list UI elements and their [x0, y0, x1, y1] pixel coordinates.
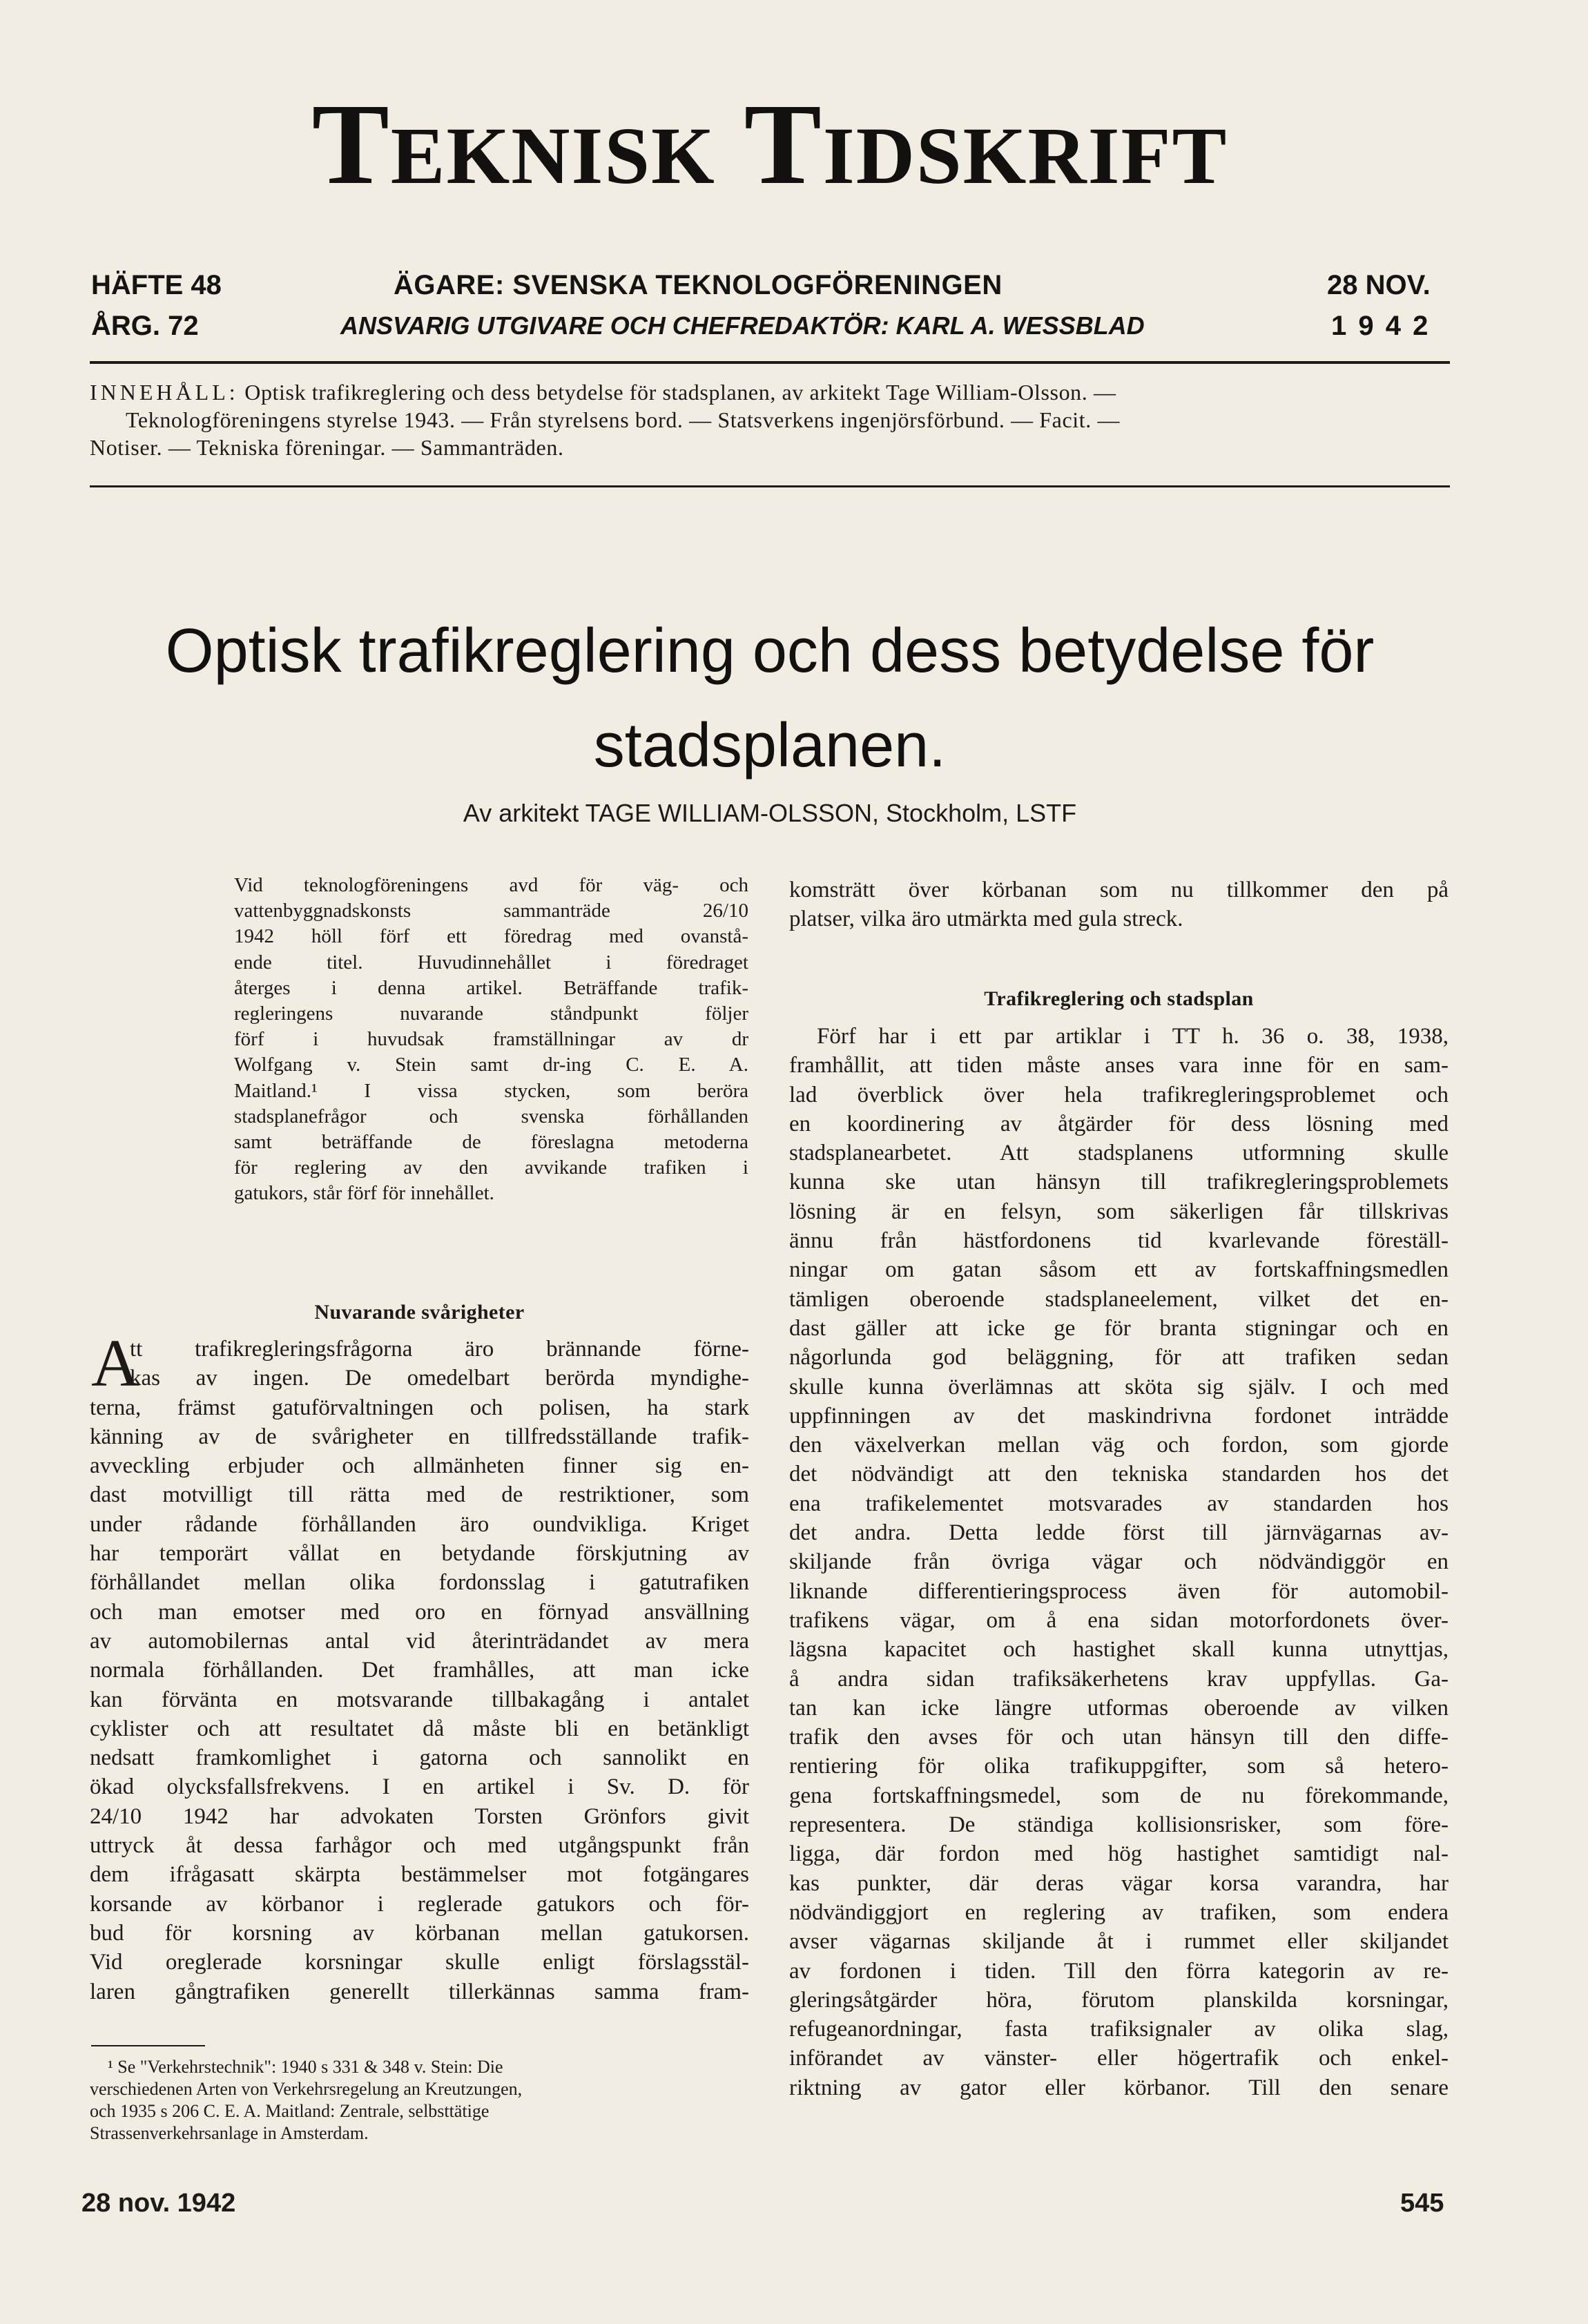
body-line: refugeanordningar, fasta trafiksignaler av olika slag, — [789, 2017, 1449, 2042]
toc-line-3: Notiser. — Tekniska föreningar. — Sammanträden. — [90, 435, 564, 460]
body-line: det andra. Detta ledde först till järnvägarnas av- — [789, 1520, 1449, 1546]
body-line: normala förhållanden. Det framhålles, att man icke — [90, 1658, 749, 1683]
intro-line: Wolfgang v. Stein samt dr-ing C. E. A. — [234, 1054, 748, 1076]
table-of-contents — [90, 378, 1450, 461]
body-line: uppfinningen av det maskindrivna fordonet inträdde — [789, 1403, 1449, 1429]
body-line: riktning av gator eller körbanor. Till den senare — [789, 2075, 1449, 2100]
volume-number: ÅRG. 72 — [91, 311, 199, 341]
issue-date: 28 NOV. — [1327, 270, 1431, 300]
right-column-body — [789, 1022, 1449, 2102]
body-line: 24/10 1942 har advokaten Torsten Grönfors givit — [90, 1803, 749, 1829]
body-line: representera. De ständiga kollisionsrisker, som före- — [789, 1812, 1449, 1838]
drop-cap: A — [91, 1326, 140, 1401]
owner-line: ÄGARE: SVENSKA TEKNOLOGFÖRENINGEN — [394, 270, 1003, 300]
body-line: under rådande förhållanden äro oundvikliga. Kriget — [90, 1511, 749, 1537]
footnote-line: och 1935 s 206 C. E. A. Maitland: Zentrale, selbsttätige — [90, 2101, 490, 2121]
article-byline: Av arkitekt TAGE WILLIAM-OLSSON, Stockholm, LSTF — [463, 799, 1077, 827]
intro-line: Vid teknologföreningens avd för väg- och — [234, 874, 748, 896]
footer-date: 28 nov. 1942 — [81, 2189, 236, 2218]
body-line: liknande differentieringsprocess även för automobil- — [789, 1578, 1449, 1604]
body-line: dast gäller att icke ge för branta stigningar och en — [789, 1315, 1449, 1341]
body-line: av fordonen i tiden. Till den förra kategorin av re- — [789, 1958, 1449, 1984]
body-line: lösning är en felsyn, som säkerligen får tillskrivas — [789, 1199, 1449, 1224]
toc-line-2: Teknologföreningens styrelse 1943. — Från styrelsens bord. — Statsverkens ingenjörsförbund. — Facit. — — [126, 407, 1121, 432]
page-number: 545 — [1400, 2189, 1444, 2218]
body-line: terna, främst gatuförvaltningen och polisen, ha stark — [90, 1395, 749, 1420]
body-line: kas av ingen. De omedelbart berörda myndighe- — [130, 1366, 749, 1391]
body-line: komsträtt över körbanan som nu tillkommer den på — [789, 878, 1449, 902]
intro-line: stadsplanefrågor och svenska förhållanden — [234, 1105, 748, 1127]
body-line: känning av de svårigheter en tillfredsställande trafik- — [90, 1424, 749, 1449]
intro-line: återges i denna artikel. Beträffande trafik- — [234, 976, 748, 999]
article-title-line-2: stadsplanen. — [593, 711, 947, 780]
body-line: korsande av körbanor i reglerade gatukors och för- — [90, 1891, 749, 1917]
body-line: avveckling erbjuder och allmänheten finner sig en- — [90, 1453, 749, 1479]
footnote-rule — [91, 2045, 205, 2046]
issue-number: HÄFTE 48 — [91, 270, 222, 300]
body-line: Vid oreglerade korsningar skulle enligt förslagsstäl- — [90, 1950, 749, 1975]
body-line: införandet av vänster- eller högertrafik och enkel- — [789, 2046, 1449, 2071]
intro-line: regleringens nuvarande ståndpunkt följer — [234, 1003, 748, 1025]
header-rule-bottom — [90, 485, 1450, 487]
intro-line: vattenbyggnadskonsts sammanträde 26/10 — [234, 900, 748, 922]
body-line: någorlunda god beläggning, för att trafiken sedan — [789, 1345, 1449, 1371]
body-line: kas punkter, där deras vägar korsa varandra, har — [789, 1870, 1449, 1896]
toc-line-1 — [90, 378, 1450, 406]
body-line: cyklister och att resultatet då måste bli en betänkligt — [90, 1716, 749, 1741]
footnote-line: Strassenverkehrsanlage in Amsterdam. — [90, 2123, 369, 2143]
body-line: dem ifrågasatt skärpta bestämmelser mot fotgängares — [90, 1862, 749, 1888]
body-line: skulle kunna överlämnas att sköta sig själv. I och med — [789, 1374, 1449, 1400]
article-intro — [234, 873, 748, 1207]
body-line: tämligen oberoende stadsplaneelement, vilket det en- — [789, 1286, 1449, 1312]
body-line: ena trafikelementet motsvarades av standarden hos — [789, 1491, 1449, 1516]
body-line: gena fortskaffningsmedel, som de nu förekommande, — [789, 1783, 1449, 1808]
article-title-line-1: Optisk trafikreglering och dess betydelse för — [165, 617, 1375, 686]
body-line: framhållit, att tiden måste anses vara inne för en sam- — [789, 1053, 1449, 1078]
intro-line: 1942 höll förf ett föredrag med ovanstå- — [234, 925, 748, 948]
body-line: bud för korsning av körbanan mellan gatukorsen. — [90, 1920, 749, 1946]
toc-text-1: Optisk trafikreglering och dess betydelse för stadsplanen, av arkitekt Tage William-Olsson. — — [244, 380, 1116, 405]
body-line: nedsatt framkomlighet i gatorna och sannolikt en — [90, 1745, 749, 1771]
body-line: rentiering för olika trafikuppgifter, som så hetero- — [789, 1754, 1449, 1779]
body-line: laren gångtrafiken generellt tillerkännas samma fram- — [90, 1979, 749, 2004]
toc-label: INNEHÅLL: — [90, 380, 239, 405]
body-line: gleringsåtgärder höra, förutom planskilda korsningar, — [789, 1987, 1449, 2013]
body-line: tt trafikregleringsfrågorna äro brännande förne- — [130, 1337, 749, 1362]
header-rule-top — [90, 361, 1450, 364]
body-line: ökad olycksfallsfrekvens. I en artikel i Sv. D. för — [90, 1774, 749, 1800]
body-line: av automobilernas antal vid återinträdandet av mera — [90, 1628, 749, 1654]
body-line: uttryck åt dessa farhågor och med utgångspunkt från — [90, 1833, 749, 1859]
issue-year: 1 9 4 2 — [1331, 311, 1431, 341]
right-column-top — [789, 875, 1449, 934]
body-line: å andra sidan trafiksäkerhetens krav uppfyllas. Ga- — [789, 1666, 1449, 1692]
footnote-line: ¹ Se "Verkehrstechnik": 1940 s 331 & 348 v. Stein: Die — [108, 2057, 503, 2077]
left-column-body — [90, 1335, 749, 2006]
body-line: stadsplanearbetet. Att stadsplanens utformning skulle — [789, 1141, 1449, 1166]
masthead-title: Teknisk Tidskrift — [311, 80, 1228, 209]
body-line: avser vägarnas skiljande åt i rummet eller skiljandet — [789, 1929, 1449, 1955]
body-line: det nödvändigt att den tekniska standarden hos det — [789, 1462, 1449, 1487]
body-line: den växelverkan mellan väg och fordon, som gjorde — [789, 1433, 1449, 1458]
section-heading-difficulties: Nuvarande svårigheter — [314, 1301, 525, 1324]
body-line: ännu från hästfordonens tid kvarlevande föreställ- — [789, 1228, 1449, 1254]
footnote — [90, 2056, 749, 2144]
editor-line: ANSVARIG UTGIVARE OCH CHEFREDAKTÖR: KARL A. WESSBLAD — [340, 311, 1145, 340]
body-line: lad överblick över hela trafikregleringsproblemet och — [789, 1082, 1449, 1107]
body-line: trafikens vägar, om å ena sidan motorfordonets över- — [789, 1607, 1449, 1633]
footnote-line: verschiedenen Arten von Verkehrsregelung an Kreutzungen, — [90, 2079, 523, 2099]
intro-line: för reglering av den avvikande trafiken i — [234, 1156, 748, 1179]
body-line: dast motvilligt till rätta med de restriktioner, som — [90, 1482, 749, 1508]
body-line: förhållandet mellan olika fordonsslag i gatutrafiken — [90, 1570, 749, 1596]
body-line: en koordinering av åtgärder för dess lösning med — [789, 1111, 1449, 1136]
body-line: nödvändiggjort en reglering av trafiken, som endera — [789, 1899, 1449, 1925]
body-line: tan kan icke längre utformas oberoende av vilken — [789, 1695, 1449, 1721]
body-line: ningar om gatan såsom ett av fortskaffningsmedlen — [789, 1257, 1449, 1283]
intro-line: ende titel. Huvudinnehållet i föredraget — [234, 951, 748, 974]
intro-line: Maitland.¹ I vissa stycken, som beröra — [234, 1079, 748, 1102]
body-line: trafik den avses för och utan hänsyn till den diffe- — [789, 1725, 1449, 1750]
body-line: Förf har i ett par artiklar i TT h. 36 o. 38, 1938, — [817, 1024, 1449, 1049]
body-line: och man emotser med oro en förnyad ansvällning — [90, 1599, 749, 1625]
intro-line: samt beträffande de föreslagna metoderna — [234, 1131, 748, 1154]
body-line: kan förvänta en motsvarande tillbakagång i antalet — [90, 1687, 749, 1712]
body-line: platser, vilka äro utmärkta med gula streck. — [789, 907, 1183, 932]
body-line: ligga, där fordon med hög hastighet samtidigt nal- — [789, 1841, 1449, 1867]
body-line: kunna ske utan hänsyn till trafikregleringsproblemets — [789, 1170, 1449, 1195]
intro-line: förf i huvudsak framställningar av dr — [234, 1028, 748, 1051]
body-line: har temporärt vållat en betydande förskjutning av — [90, 1541, 749, 1567]
intro-line: gatukors, står förf för innehållet. — [234, 1182, 494, 1205]
body-line: skiljande från övriga vägar och nödvändiggör en — [789, 1549, 1449, 1575]
body-line: lägsna kapacitet och hastighet skall kunna utnyttjas, — [789, 1637, 1449, 1663]
section-heading-traffic-and-planning: Trafikreglering och stadsplan — [984, 987, 1254, 1010]
